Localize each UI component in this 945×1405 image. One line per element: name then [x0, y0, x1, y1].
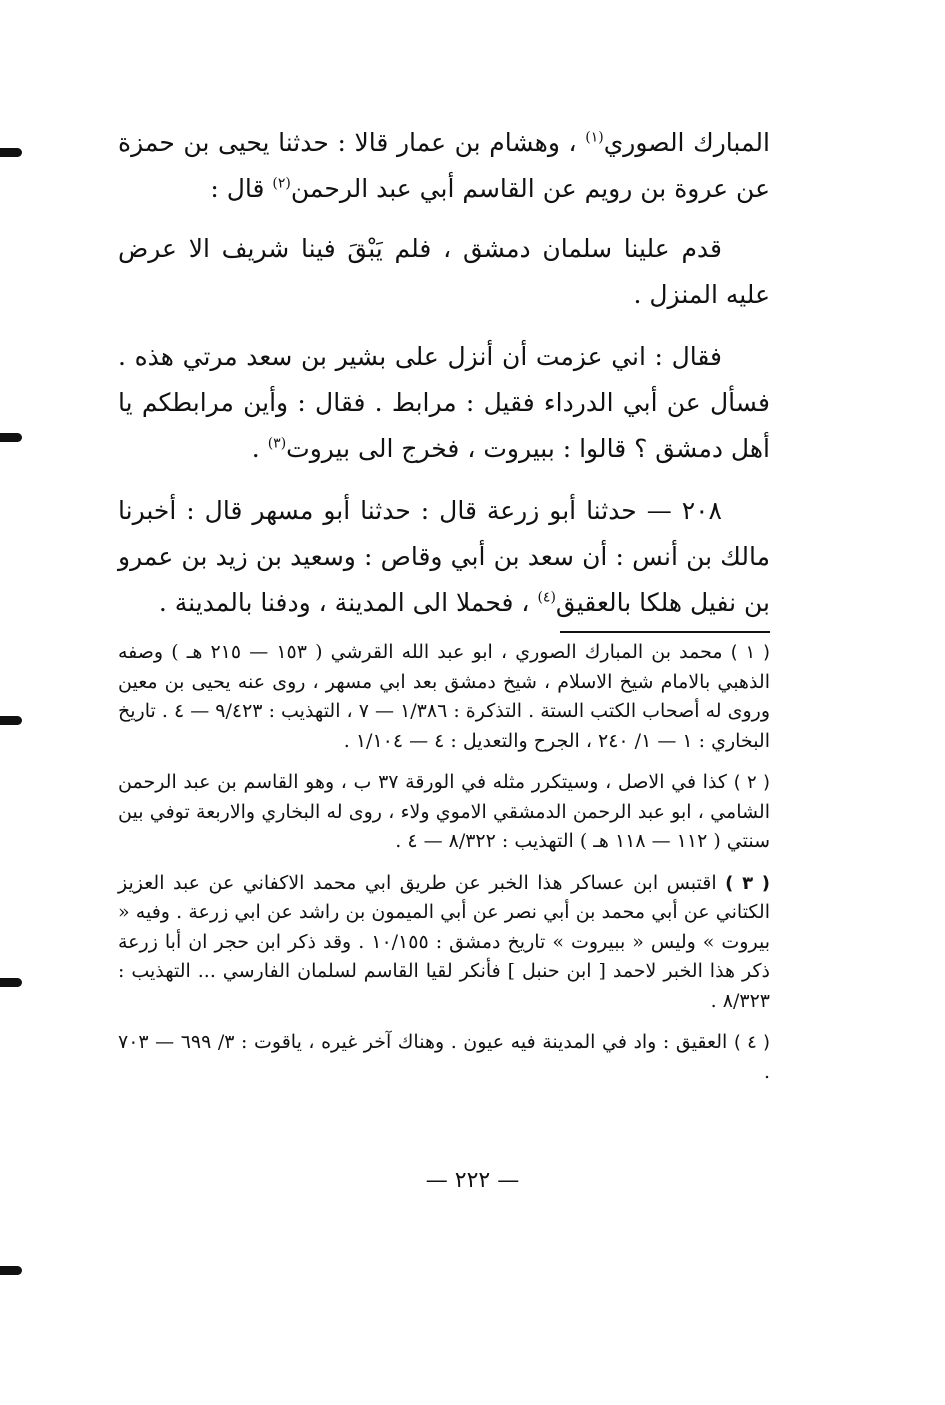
edge-binding-mark	[0, 1266, 22, 1275]
paragraph-2-text: قدم علينا سلمان دمشق ، فلم يَبْقَ فينا شريف الا عرض عليه المنزل .	[118, 234, 770, 309]
footnote-text: العقيق : واد في المدينة فيه عيون . وهناك آخر غيره ، ياقوت : ٣/ ٦٩٩ — ٧٠٣ .	[118, 1031, 770, 1083]
footnote-ref-3: (٣)	[267, 435, 287, 452]
paragraph-3	[118, 334, 770, 472]
paragraph-3-text: فقال : اني عزمت أن أنزل على بشير بن سعد مرتي هذه . فسأل عن أبي الدرداء فقيل : مرابط . فقال : وأين مرابطكم يا أهل دمشق ؟ قالوا : ببيروت ، فخرج الى بيروت	[118, 342, 770, 463]
paragraph-1-lead: المبارك الصوري	[603, 128, 770, 157]
paragraph-3-end: .	[251, 434, 260, 463]
footnote-text: اقتبس ابن عساكر هذا الخبر عن طريق ابي محمد الاكفاني عن عبد العزيز الكتاني عن أبي محمد بن أبي نصر عن أبي الميمون بن راشد عن ابي زرعة . وفيه « بيروت » وليس « ببيروت » تاريخ دمشق : ١٠/١٥٥ . وقد ذكر ابن حجر ان أبا زرعة ذكر هذا الخبر لاحمد [ ابن حنبل ] فأنكر لقيا القاسم لسلمان الفارسي ... التهذيب : ٨/٣٢٣ .	[118, 871, 770, 1012]
footnote-text: محمد بن المبارك الصوري ، ابو عبد الله القرشي ( ١٥٣ — ٢١٥ هـ ) وصفه الذهبي بالامام شيخ الاسلام ، شيخ دمشق بعد ابي مسهر ، روى عنه يحيى بن معين وروى له أصحاب الكتب الستة . التذكرة : ١/٣٨٦ — ٧ ، التهذيب : ٩/٤٢٣ — ٤ . تاريخ البخاري : ١ — ١/ ٢٤٠ ، الجرح والتعديل : ٤ — ١/١٠٤ .	[118, 641, 770, 752]
footnote-number: ( ٣ )	[725, 872, 770, 894]
paragraph-1	[118, 120, 770, 212]
paragraph-1-end: قال :	[210, 174, 265, 203]
footnote-1	[118, 638, 770, 756]
paragraph-4-end: ، فحملا الى المدينة ، ودفنا بالمدينة .	[158, 588, 530, 617]
footnote-2	[118, 768, 770, 857]
footnote-ref-2: (٢)	[272, 175, 291, 192]
footnote-ref-4: (٤)	[537, 589, 556, 606]
page-number: — ٢٢٢ —	[425, 1168, 520, 1193]
paragraph-2	[118, 226, 770, 318]
paragraph-4-text: ٢٠٨ — حدثنا أبو زرعة قال : حدثنا أبو مسهر قال : أخبرنا مالك بن أنس : أن سعد بن أبي وقاص : وسعيد بن زيد بن عمرو بن نفيل هلكا بالعقيق	[118, 496, 770, 617]
footnote-number: ( ٤ )	[733, 1032, 770, 1053]
edge-binding-mark	[0, 433, 22, 442]
footnotes	[118, 638, 770, 1099]
paragraph-1-text: ، وهشام بن عمار قالا : حدثنا يحيى بن حمزة عن عروة بن رويم عن القاسم أبي عبد الرحمن	[118, 128, 770, 203]
paragraph-4	[118, 488, 770, 626]
footnote-number: ( ٢ )	[733, 772, 771, 793]
footnote-3	[118, 869, 770, 1017]
footnote-ref-1: (١)	[585, 129, 604, 146]
footnote-4	[118, 1028, 770, 1087]
edge-binding-mark	[0, 148, 22, 157]
footnote-text: كذا في الاصل ، وسيتكرر مثله في الورقة ٣٧ ب ، وهو القاسم بن عبد الرحمن الشامي ، ابو عبد الرحمن الدمشقي الاموي ولاء ، روى له البخاري والاربعة توفي بين سنتي ( ١١٢ — ١١٨ هـ ) التهذيب : ٨/٣٢٢ — ٤ .	[118, 771, 770, 852]
footnote-number: ( ١ )	[730, 642, 770, 663]
footnote-separator	[560, 631, 770, 633]
edge-binding-mark	[0, 978, 22, 987]
edge-binding-mark	[0, 716, 22, 725]
